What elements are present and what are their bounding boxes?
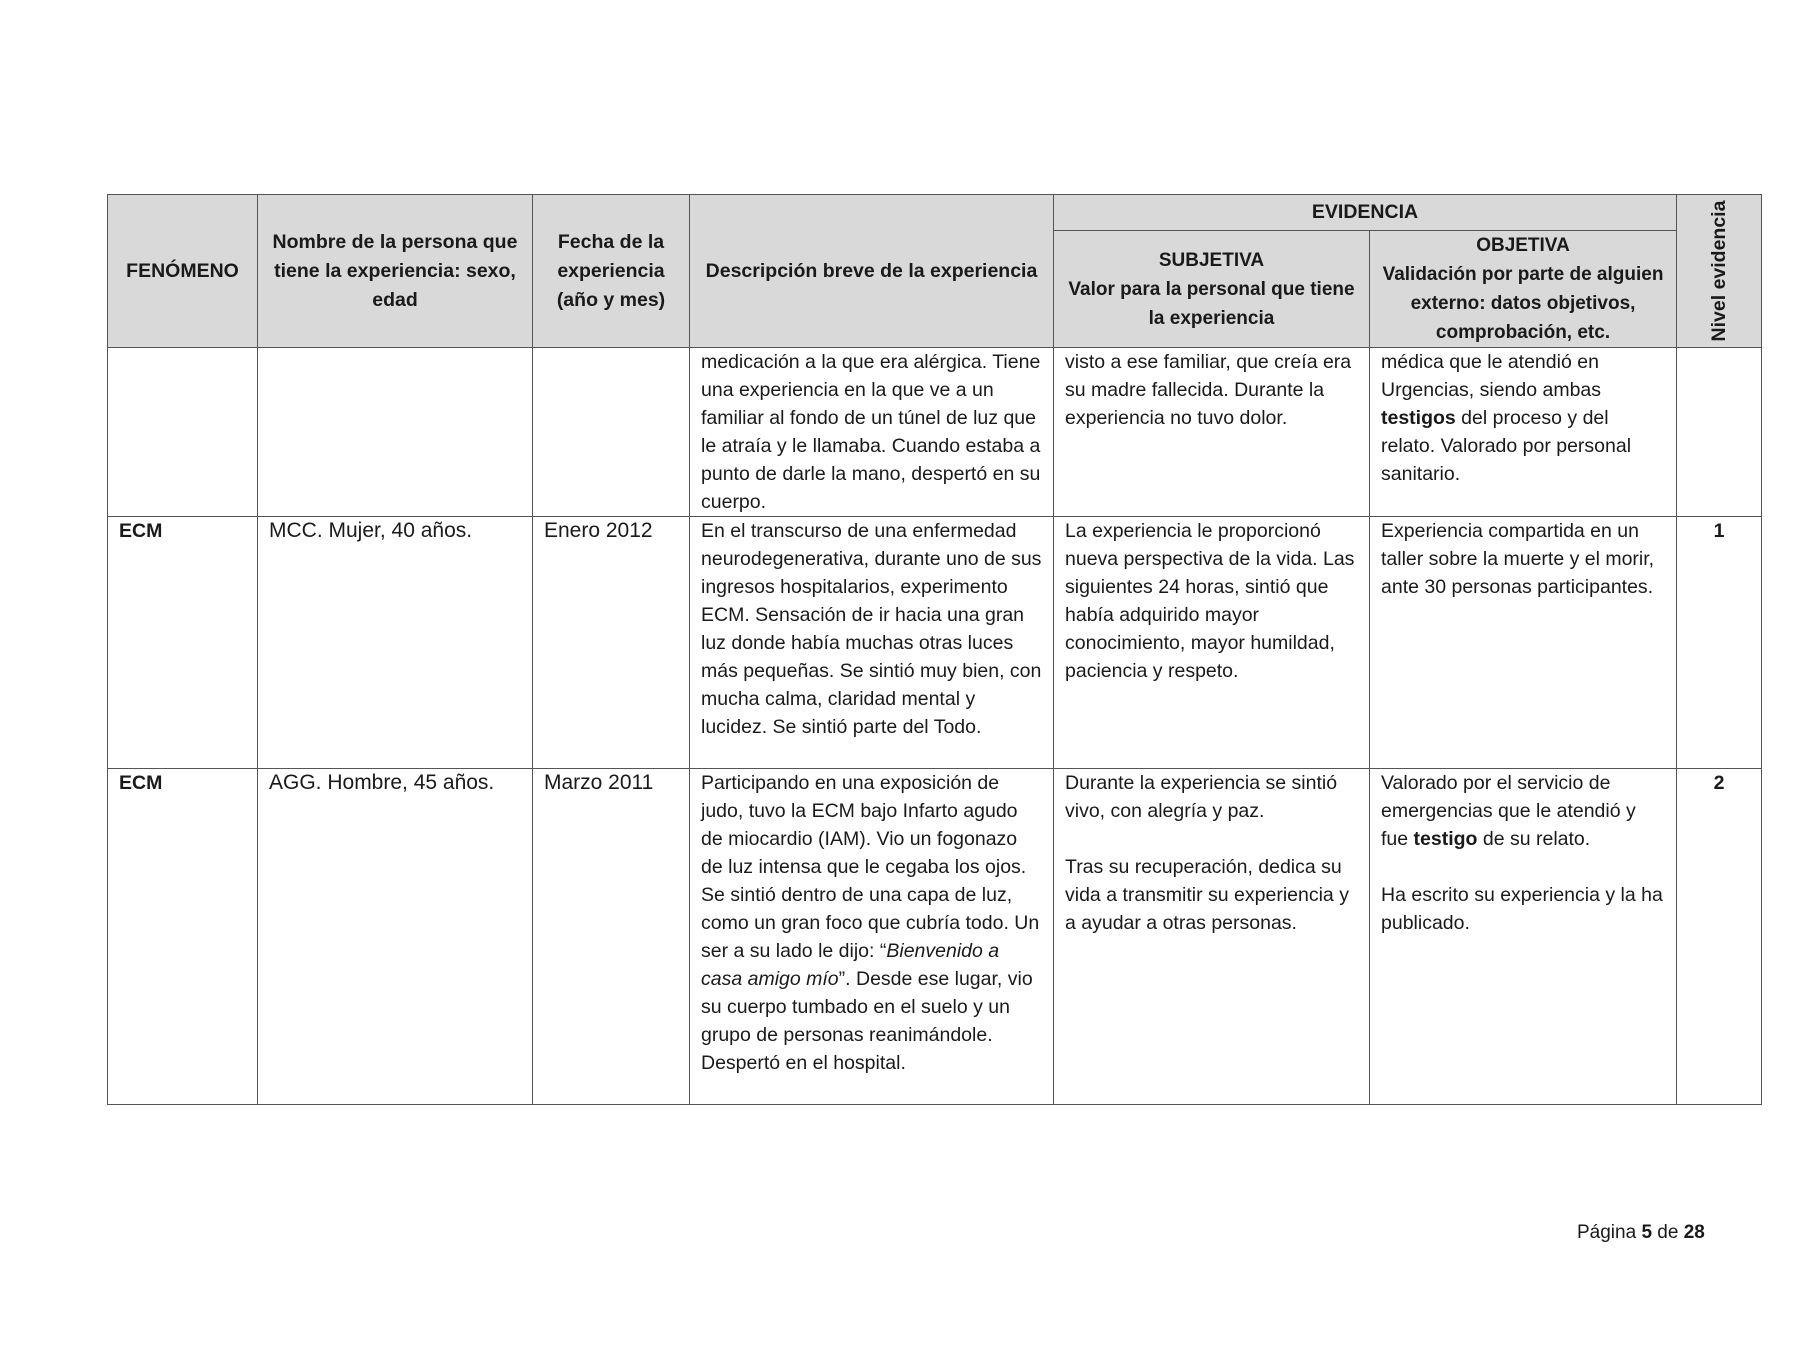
objetiva-text: médica que le atendió en Urgencias, siendo ambas <box>1381 351 1602 401</box>
cell-nivel: 2 <box>1677 769 1762 1105</box>
cell-fecha: Enero 2012 <box>533 517 690 769</box>
cell-nombre: AGG. Hombre, 45 años. <box>258 769 533 1105</box>
header-objetiva <box>1370 231 1677 348</box>
cell-descripcion: medicación a la que era alérgica. Tiene una experiencia en la que ve a un familiar al fondo de un túnel de luz que le atraía y le llamaba. Cuando estaba a punto de darle la mano, despertó en su cuerpo. <box>690 348 1054 517</box>
header-nivel <box>1677 195 1762 348</box>
cell-descripcion: En el transcurso de una enfermedad neurodegenerativa, durante uno de sus ingresos hospitalarios, experimento ECM. Sensación de ir hacia una gran luz donde había muchas otras luces más pequeñas. Se sintió muy bien, con mucha calma, claridad mental y lucidez. Se sintió parte del Todo. <box>690 517 1054 769</box>
cell-fecha: Marzo 2011 <box>533 769 690 1105</box>
cell-nivel: 1 <box>1677 517 1762 769</box>
cell-fecha <box>533 348 690 517</box>
descripcion-text: Participando en una exposición de judo, tuvo la ECM bajo Infarto agudo de miocardio (IAM). Vio un fogonazo de luz intensa que le cegaba los ojos. Se sintió dentro de una capa de luz, como un gran foco que cubría todo. Un ser a su lado le dijo: “ <box>701 772 1040 962</box>
quote-italic: Bienvenido a casa amigo mío <box>701 940 1000 990</box>
header-evidencia: EVIDENCIA <box>1054 195 1677 231</box>
objetiva-text: de su relato. <box>1477 828 1591 850</box>
header-fecha: Fecha de la experiencia (año y mes) <box>533 195 690 348</box>
page-number-prefix: Página <box>1577 1222 1642 1243</box>
page-number-middle: de <box>1652 1222 1684 1243</box>
objetiva-emphasis: testigos <box>1381 407 1456 429</box>
cell-fenomeno <box>108 348 258 517</box>
table-row <box>108 348 1762 517</box>
cell-nivel <box>1677 348 1762 517</box>
header-subjetiva <box>1054 231 1370 348</box>
cell-objetiva <box>1370 769 1677 1105</box>
cell-objetiva <box>1370 348 1677 517</box>
subjetiva-paragraph: Durante la experiencia se sintió vivo, con alegría y paz. <box>1065 772 1338 822</box>
cell-subjetiva: La experiencia le proporcionó nueva perspectiva de la vida. Las siguientes 24 horas, sintió que había adquirido mayor conocimiento, mayor humildad, paciencia y respeto. <box>1054 517 1370 769</box>
page-number <box>1577 1222 1705 1244</box>
cell-descripcion <box>690 769 1054 1105</box>
cell-subjetiva <box>1054 769 1370 1105</box>
objetiva-text: del proceso y del relato. Valorado por personal sanitario. <box>1381 407 1632 485</box>
table-row <box>108 517 1762 769</box>
cell-nombre <box>258 348 533 517</box>
header-subjetiva-title: SUBJETIVA <box>1158 249 1265 271</box>
header-subjetiva-sub: Valor para la personal que tiene la experiencia <box>1068 278 1355 329</box>
header-objetiva-sub: Validación por parte de alguien externo: datos objetivos, comprobación, etc. <box>1382 264 1664 343</box>
header-fenomeno: FENÓMENO <box>108 195 258 348</box>
page-number-current: 5 <box>1641 1222 1653 1243</box>
header-descripcion: Descripción breve de la experiencia <box>690 195 1054 348</box>
cell-subjetiva: visto a ese familiar, que creía era su madre fallecida. Durante la experiencia no tuvo dolor. <box>1054 348 1370 517</box>
cell-fenomeno: ECM <box>108 769 258 1105</box>
subjetiva-paragraph: Tras su recuperación, dedica su vida a transmitir su experiencia y a ayudar a otras personas. <box>1065 856 1349 934</box>
header-nivel-label: Nivel evidencia <box>1708 200 1730 342</box>
page-number-total: 28 <box>1683 1222 1705 1243</box>
objetiva-paragraph: Ha escrito su experiencia y la ha publicado. <box>1381 884 1663 934</box>
cell-objetiva: Experiencia compartida en un taller sobre la muerte y el morir, ante 30 personas participantes. <box>1370 517 1677 769</box>
evidence-table <box>107 194 1762 1105</box>
cell-nombre: MCC. Mujer, 40 años. <box>258 517 533 769</box>
header-nombre: Nombre de la persona que tiene la experiencia: sexo, edad <box>258 195 533 348</box>
objetiva-text: Valorado por el servicio de emergencias que le atendió y fue <box>1381 772 1636 850</box>
header-objetiva-title: OBJETIVA <box>1476 235 1570 256</box>
descripcion-text: ”. Desde ese lugar, vio su cuerpo tumbado en el suelo y un grupo de personas reanimándole. Despertó en el hospital. <box>701 968 1033 1074</box>
table-row <box>108 769 1762 1105</box>
cell-fenomeno: ECM <box>108 517 258 769</box>
objetiva-emphasis: testigo <box>1413 828 1478 850</box>
